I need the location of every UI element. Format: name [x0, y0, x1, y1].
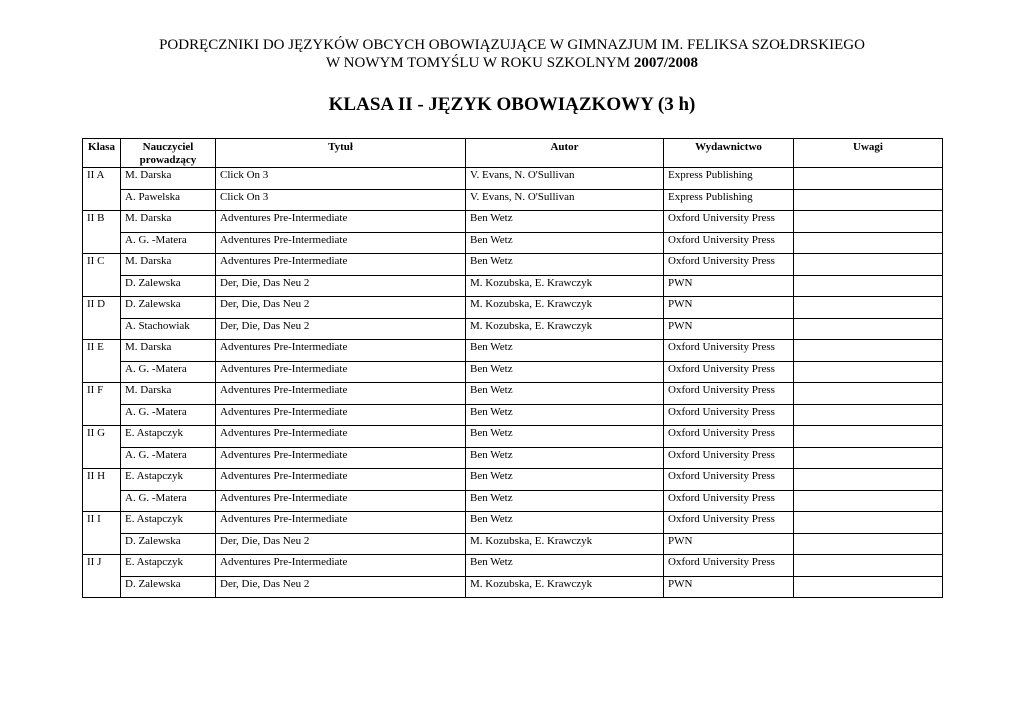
author-cell: V. Evans, N. O'Sullivan	[466, 189, 664, 211]
author-cell: Ben Wetz	[466, 254, 664, 276]
title-cell: Der, Die, Das Neu 2	[216, 576, 466, 598]
author-cell: M. Kozubska, E. Krawczyk	[466, 533, 664, 555]
notes-cell	[794, 189, 943, 211]
klasa-cell	[83, 318, 121, 340]
author-cell: M. Kozubska, E. Krawczyk	[466, 275, 664, 297]
title-cell: Adventures Pre-Intermediate	[216, 383, 466, 405]
author-cell: V. Evans, N. O'Sullivan	[466, 168, 664, 190]
teacher-cell: E. Astapczyk	[121, 469, 216, 491]
table-row	[83, 383, 943, 405]
teacher-cell: A. Pawelska	[121, 189, 216, 211]
klasa-cell	[83, 404, 121, 426]
teacher-cell: A. G. -Matera	[121, 490, 216, 512]
klasa-cell	[83, 490, 121, 512]
title-cell: Adventures Pre-Intermediate	[216, 404, 466, 426]
notes-cell	[794, 275, 943, 297]
school-year: 2007/2008	[633, 55, 698, 71]
teacher-cell: E. Astapczyk	[121, 512, 216, 534]
column-header-tytul: Tytuł	[216, 139, 466, 168]
klasa-cell: II E	[83, 340, 121, 362]
table-row	[83, 318, 943, 340]
klasa-cell: II H	[83, 469, 121, 491]
teacher-cell: M. Darska	[121, 168, 216, 190]
publisher-cell: Oxford University Press	[664, 254, 794, 276]
publisher-cell: PWN	[664, 275, 794, 297]
teacher-cell: D. Zalewska	[121, 275, 216, 297]
author-cell: Ben Wetz	[466, 383, 664, 405]
notes-cell	[794, 447, 943, 469]
publisher-cell: Oxford University Press	[664, 404, 794, 426]
teacher-cell: A. G. -Matera	[121, 232, 216, 254]
notes-cell	[794, 254, 943, 276]
teacher-cell: M. Darska	[121, 383, 216, 405]
title-cell: Adventures Pre-Intermediate	[216, 447, 466, 469]
table-row	[83, 533, 943, 555]
klasa-cell	[83, 232, 121, 254]
header-line-1: PODRĘCZNIKI DO JĘZYKÓW OBCYCH OBOWIĄZUJĄCE W GIMNAZJUM IM. FELIKSA SZOŁDRSKIEGO	[159, 37, 865, 53]
notes-cell	[794, 426, 943, 448]
publisher-cell: PWN	[664, 576, 794, 598]
notes-cell	[794, 404, 943, 426]
author-cell: Ben Wetz	[466, 211, 664, 233]
klasa-cell: II D	[83, 297, 121, 319]
title-cell: Der, Die, Das Neu 2	[216, 275, 466, 297]
klasa-cell	[83, 275, 121, 297]
author-cell: Ben Wetz	[466, 469, 664, 491]
teacher-cell: D. Zalewska	[121, 297, 216, 319]
author-cell: Ben Wetz	[466, 361, 664, 383]
klasa-cell: II J	[83, 555, 121, 577]
textbook-table	[82, 138, 943, 598]
notes-cell	[794, 297, 943, 319]
teacher-cell: A. G. -Matera	[121, 361, 216, 383]
author-cell: Ben Wetz	[466, 426, 664, 448]
author-cell: Ben Wetz	[466, 340, 664, 362]
table-row	[83, 576, 943, 598]
table-row	[83, 469, 943, 491]
title-cell: Click On 3	[216, 189, 466, 211]
author-cell: M. Kozubska, E. Krawczyk	[466, 576, 664, 598]
klasa-cell	[83, 533, 121, 555]
column-header-klasa: Klasa	[83, 139, 121, 168]
title-cell: Adventures Pre-Intermediate	[216, 232, 466, 254]
klasa-cell: II F	[83, 383, 121, 405]
teacher-cell: M. Darska	[121, 254, 216, 276]
publisher-cell: Oxford University Press	[664, 555, 794, 577]
table-row	[83, 404, 943, 426]
notes-cell	[794, 512, 943, 534]
teacher-cell: D. Zalewska	[121, 533, 216, 555]
author-cell: Ben Wetz	[466, 447, 664, 469]
title-cell: Adventures Pre-Intermediate	[216, 512, 466, 534]
notes-cell	[794, 383, 943, 405]
publisher-cell: Oxford University Press	[664, 232, 794, 254]
title-cell: Click On 3	[216, 168, 466, 190]
title-cell: Adventures Pre-Intermediate	[216, 469, 466, 491]
title-cell: Der, Die, Das Neu 2	[216, 318, 466, 340]
notes-cell	[794, 211, 943, 233]
title-cell: Adventures Pre-Intermediate	[216, 340, 466, 362]
teacher-cell: A. G. -Matera	[121, 404, 216, 426]
column-header-autor: Autor	[466, 139, 664, 168]
table-row	[83, 189, 943, 211]
column-header-wydawnictwo: Wydawnictwo	[664, 139, 794, 168]
table-row	[83, 426, 943, 448]
klasa-cell: II A	[83, 168, 121, 190]
publisher-cell: Oxford University Press	[664, 211, 794, 233]
author-cell: Ben Wetz	[466, 555, 664, 577]
publisher-cell: Oxford University Press	[664, 469, 794, 491]
table-row	[83, 490, 943, 512]
table-row	[83, 512, 943, 534]
publisher-cell: PWN	[664, 318, 794, 340]
notes-cell	[794, 318, 943, 340]
table-row	[83, 275, 943, 297]
table-row	[83, 555, 943, 577]
column-header-uwagi: Uwagi	[794, 139, 943, 168]
publisher-cell: Oxford University Press	[664, 383, 794, 405]
author-cell: Ben Wetz	[466, 232, 664, 254]
publisher-cell: Express Publishing	[664, 168, 794, 190]
notes-cell	[794, 533, 943, 555]
author-cell: M. Kozubska, E. Krawczyk	[466, 318, 664, 340]
table-body	[83, 168, 943, 598]
klasa-cell	[83, 189, 121, 211]
notes-cell	[794, 576, 943, 598]
klasa-cell	[83, 576, 121, 598]
table-row	[83, 254, 943, 276]
klasa-cell	[83, 447, 121, 469]
teacher-cell: M. Darska	[121, 211, 216, 233]
author-cell: M. Kozubska, E. Krawczyk	[466, 297, 664, 319]
table-row	[83, 232, 943, 254]
document-subtitle: KLASA II - JĘZYK OBOWIĄZKOWY (3 h)	[328, 94, 696, 115]
header-line-2	[0, 54, 1024, 72]
klasa-cell: II G	[83, 426, 121, 448]
klasa-cell: II I	[83, 512, 121, 534]
title-cell: Adventures Pre-Intermediate	[216, 211, 466, 233]
column-header-nauczyciel: Nauczyciel prowadzący	[121, 139, 216, 168]
author-cell: Ben Wetz	[466, 512, 664, 534]
notes-cell	[794, 469, 943, 491]
teacher-cell: E. Astapczyk	[121, 555, 216, 577]
klasa-cell: II C	[83, 254, 121, 276]
publisher-cell: Oxford University Press	[664, 512, 794, 534]
notes-cell	[794, 490, 943, 512]
title-cell: Adventures Pre-Intermediate	[216, 361, 466, 383]
klasa-cell: II B	[83, 211, 121, 233]
title-cell: Adventures Pre-Intermediate	[216, 426, 466, 448]
table-header-row	[83, 139, 943, 168]
teacher-cell: E. Astapczyk	[121, 426, 216, 448]
table-row	[83, 447, 943, 469]
notes-cell	[794, 340, 943, 362]
publisher-cell: Oxford University Press	[664, 361, 794, 383]
publisher-cell: Oxford University Press	[664, 426, 794, 448]
klasa-cell	[83, 361, 121, 383]
author-cell: Ben Wetz	[466, 404, 664, 426]
table-row	[83, 361, 943, 383]
table-row	[83, 211, 943, 233]
publisher-cell: PWN	[664, 533, 794, 555]
table-row	[83, 168, 943, 190]
title-cell: Adventures Pre-Intermediate	[216, 490, 466, 512]
publisher-cell: Express Publishing	[664, 189, 794, 211]
publisher-cell: Oxford University Press	[664, 340, 794, 362]
publisher-cell: Oxford University Press	[664, 490, 794, 512]
notes-cell	[794, 361, 943, 383]
teacher-cell: D. Zalewska	[121, 576, 216, 598]
title-cell: Adventures Pre-Intermediate	[216, 254, 466, 276]
table-row	[83, 340, 943, 362]
header-line-2-text: W NOWYM TOMYŚLU W ROKU SZKOLNYM	[326, 55, 634, 71]
title-cell: Der, Die, Das Neu 2	[216, 533, 466, 555]
teacher-cell: A. Stachowiak	[121, 318, 216, 340]
teacher-cell: A. G. -Matera	[121, 447, 216, 469]
title-cell: Der, Die, Das Neu 2	[216, 297, 466, 319]
table-row	[83, 297, 943, 319]
title-cell: Adventures Pre-Intermediate	[216, 555, 466, 577]
publisher-cell: PWN	[664, 297, 794, 319]
teacher-cell: M. Darska	[121, 340, 216, 362]
notes-cell	[794, 232, 943, 254]
notes-cell	[794, 555, 943, 577]
author-cell: Ben Wetz	[466, 490, 664, 512]
publisher-cell: Oxford University Press	[664, 447, 794, 469]
notes-cell	[794, 168, 943, 190]
document-header	[0, 36, 1024, 72]
